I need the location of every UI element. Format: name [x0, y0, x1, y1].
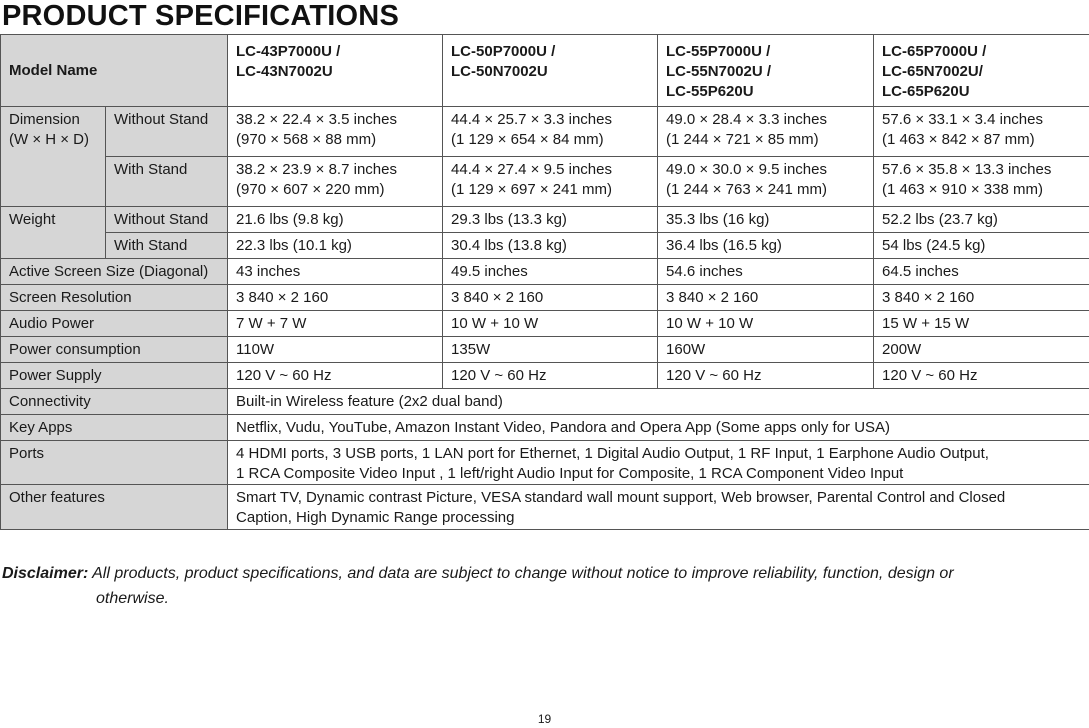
spec-cell: 43 inches	[228, 259, 443, 285]
spec-cell: 120 V ~ 60 Hz	[228, 363, 443, 389]
weight-cell: 35.3 lbs (16 kg)	[658, 207, 874, 233]
row-label: Screen Resolution	[1, 285, 228, 311]
spec-cell: 200W	[874, 337, 1089, 363]
weight-label: Weight	[1, 207, 106, 259]
spec-cell: 3 840 × 2 160	[443, 285, 658, 311]
screen-resolution-row	[1, 285, 1089, 311]
dimension-cell: 49.0 × 28.4 × 3.3 inches (1 244 × 721 × 85 mm)	[658, 107, 874, 157]
without-stand-label: Without Stand	[106, 207, 228, 233]
weight-cell: 52.2 lbs (23.7 kg)	[874, 207, 1089, 233]
power-consumption-row	[1, 337, 1089, 363]
with-stand-label: With Stand	[106, 233, 228, 259]
weight-cell: 30.4 lbs (13.8 kg)	[443, 233, 658, 259]
audio-power-row	[1, 311, 1089, 337]
specifications-table	[0, 34, 1089, 530]
power-supply-row	[1, 363, 1089, 389]
connectivity-value: Built-in Wireless feature (2x2 dual band)	[228, 389, 1089, 415]
key-apps-row	[1, 415, 1089, 441]
spec-cell: 3 840 × 2 160	[874, 285, 1089, 311]
spec-cell: 10 W + 10 W	[443, 311, 658, 337]
connectivity-row	[1, 389, 1089, 415]
disclaimer-text: All products, product specifications, and data are subject to change without notice to improve reliability, function, design or	[92, 565, 954, 582]
spec-cell: 15 W + 15 W	[874, 311, 1089, 337]
spec-cell: 3 840 × 2 160	[658, 285, 874, 311]
active-screen-size-row	[1, 259, 1089, 285]
weight-cell: 21.6 lbs (9.8 kg)	[228, 207, 443, 233]
row-label: Audio Power	[1, 311, 228, 337]
ports-value: 4 HDMI ports, 3 USB ports, 1 LAN port for Ethernet, 1 Digital Audio Output, 1 RF Input, 1 Earphone Audio Output, 1 RCA Composite Video Input , 1 left/right Audio Input for Composite, 1 RCA Component Video Input	[228, 441, 1089, 485]
dimension-cell: 44.4 × 25.7 × 3.3 inches (1 129 × 654 × 84 mm)	[443, 107, 658, 157]
dimension-with-stand-row	[1, 157, 1089, 207]
dimension-cell: 57.6 × 35.8 × 13.3 inches (1 463 × 910 × 338 mm)	[874, 157, 1089, 207]
dimension-without-stand-row	[1, 107, 1089, 157]
weight-cell: 29.3 lbs (13.3 kg)	[443, 207, 658, 233]
page-number: 19	[537, 712, 552, 726]
with-stand-label: With Stand	[106, 157, 228, 207]
spec-cell: 120 V ~ 60 Hz	[443, 363, 658, 389]
spec-cell: 54.6 inches	[658, 259, 874, 285]
model-name-row	[1, 35, 1089, 107]
row-label: Key Apps	[1, 415, 228, 441]
disclaimer	[2, 561, 1082, 611]
dimension-cell: 49.0 × 30.0 × 9.5 inches (1 244 × 763 × 241 mm)	[658, 157, 874, 207]
key-apps-value: Netflix, Vudu, YouTube, Amazon Instant Video, Pandora and Opera App (Some apps only for USA)	[228, 415, 1089, 441]
model-cell: LC-65P7000U / LC-65N7002U/ LC-65P620U	[874, 35, 1089, 107]
dimension-cell: 57.6 × 33.1 × 3.4 inches (1 463 × 842 × 87 mm)	[874, 107, 1089, 157]
spec-cell: 49.5 inches	[443, 259, 658, 285]
dimension-cell: 38.2 × 22.4 × 3.5 inches (970 × 568 × 88 mm)	[228, 107, 443, 157]
spec-cell: 135W	[443, 337, 658, 363]
page-title: PRODUCT SPECIFICATIONS	[2, 0, 399, 32]
spec-cell: 64.5 inches	[874, 259, 1089, 285]
spec-cell: 7 W + 7 W	[228, 311, 443, 337]
model-name-label: Model Name	[1, 35, 228, 107]
row-label: Power Supply	[1, 363, 228, 389]
row-label: Active Screen Size (Diagonal)	[1, 259, 228, 285]
model-cell: LC-55P7000U / LC-55N7002U / LC-55P620U	[658, 35, 874, 107]
without-stand-label: Without Stand	[106, 107, 228, 157]
row-label: Power consumption	[1, 337, 228, 363]
dimension-cell: 38.2 × 23.9 × 8.7 inches (970 × 607 × 220 mm)	[228, 157, 443, 207]
spec-cell: 160W	[658, 337, 874, 363]
disclaimer-label: Disclaimer:	[2, 565, 89, 582]
spec-cell: 3 840 × 2 160	[228, 285, 443, 311]
spec-cell: 110W	[228, 337, 443, 363]
spec-cell: 10 W + 10 W	[658, 311, 874, 337]
other-features-row	[1, 485, 1089, 530]
model-cell: LC-43P7000U / LC-43N7002U	[228, 35, 443, 107]
row-label: Ports	[1, 441, 228, 485]
weight-cell: 54 lbs (24.5 kg)	[874, 233, 1089, 259]
dimension-label: Dimension (W × H × D)	[1, 107, 106, 207]
model-cell: LC-50P7000U / LC-50N7002U	[443, 35, 658, 107]
weight-cell: 36.4 lbs (16.5 kg)	[658, 233, 874, 259]
weight-cell: 22.3 lbs (10.1 kg)	[228, 233, 443, 259]
ports-row	[1, 441, 1089, 485]
spec-cell: 120 V ~ 60 Hz	[658, 363, 874, 389]
row-label: Connectivity	[1, 389, 228, 415]
disclaimer-text-continued: otherwise.	[96, 590, 169, 607]
dimension-cell: 44.4 × 27.4 × 9.5 inches (1 129 × 697 × 241 mm)	[443, 157, 658, 207]
row-label: Other features	[1, 485, 228, 530]
spec-cell: 120 V ~ 60 Hz	[874, 363, 1089, 389]
weight-with-stand-row	[1, 233, 1089, 259]
other-features-value: Smart TV, Dynamic contrast Picture, VESA standard wall mount support, Web browser, Parental Control and Closed Caption, High Dynamic Range processing	[228, 485, 1089, 530]
weight-without-stand-row	[1, 207, 1089, 233]
